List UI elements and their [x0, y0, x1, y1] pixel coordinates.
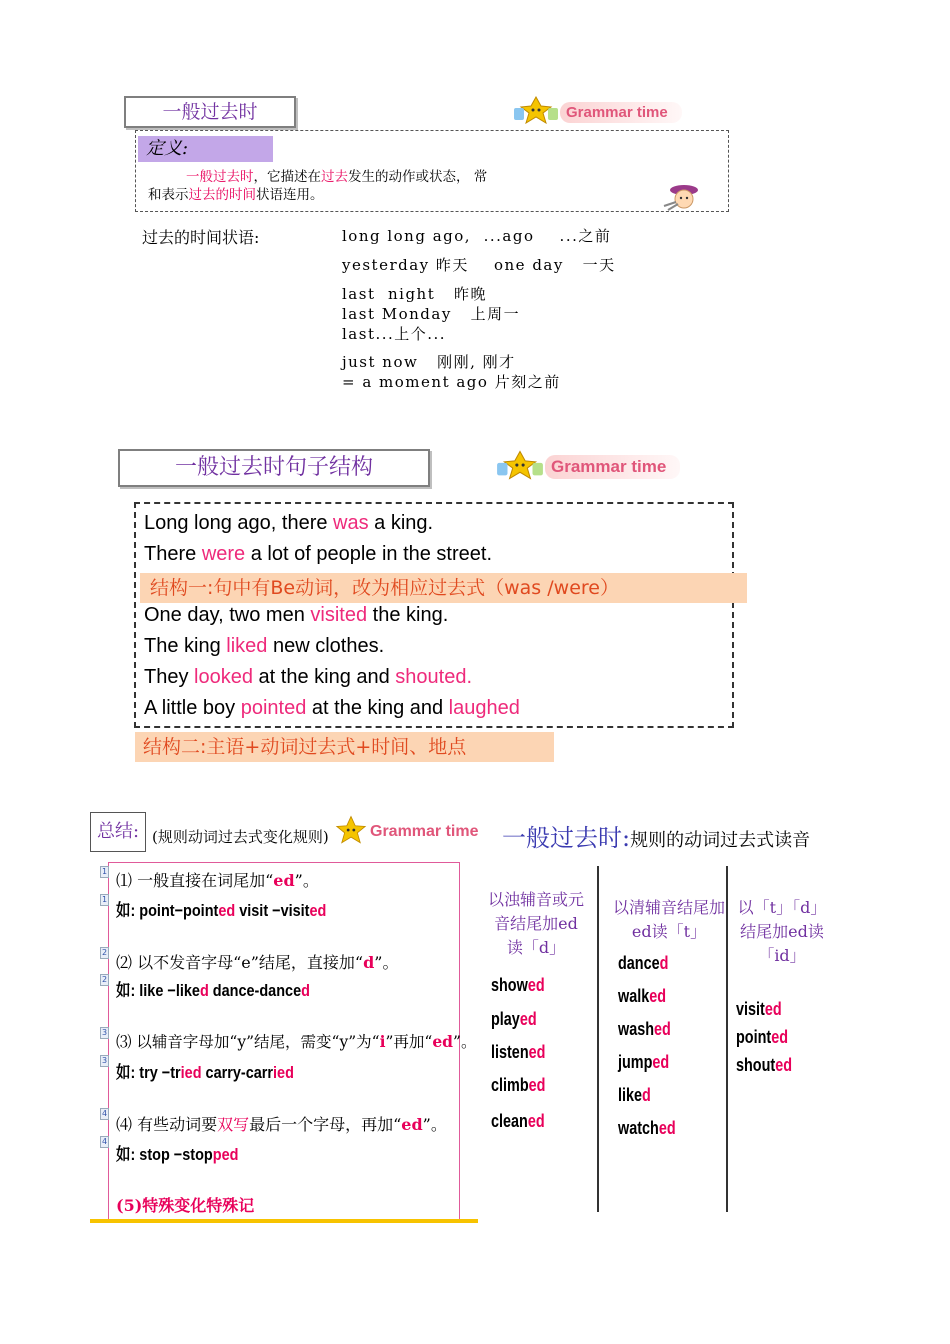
- time-row-4: last Monday 上周一: [342, 305, 521, 323]
- verb-watched: watched: [618, 1118, 676, 1138]
- verb-were: were: [201, 543, 246, 565]
- section2-title: [118, 449, 430, 487]
- section1-title: [124, 96, 296, 128]
- def-term: 一般过去时: [186, 169, 254, 185]
- summary-sub-text: (规则动词过去式变化规则): [152, 828, 329, 846]
- verb-shouted: shouted.: [395, 666, 473, 688]
- rule-number-1: 1: [101, 867, 108, 876]
- rule-2-text: ⑵ 以不发音字母“e”结尾，直接加“d”。: [116, 953, 399, 972]
- rule-number-3: 3: [101, 1028, 108, 1037]
- def-text-c: 和表示: [148, 187, 189, 203]
- star-mascot-icon: [512, 96, 560, 128]
- time-row-6: just now 刚刚, 刚才: [342, 353, 516, 371]
- time-row-7: = a moment ago 片刻之前: [342, 373, 561, 391]
- time-row-1: long long ago, ...ago ...之前: [342, 227, 612, 245]
- grammar-time-text: Grammar time: [560, 102, 682, 123]
- sentence-6: A little boy pointed at the king and laughed: [144, 697, 520, 719]
- verb-was: was: [333, 512, 369, 534]
- section1-title-text: 一般过去时: [162, 101, 258, 123]
- sentence-2: There were a lot of people in the street.: [144, 543, 492, 565]
- summary-subtitle: [152, 826, 329, 847]
- time-row-5: last...上个...: [342, 325, 447, 343]
- verb-jumped: jumped: [618, 1052, 670, 1072]
- grammar-time-text: Grammar time: [370, 823, 479, 840]
- structure-2-highlight: [135, 732, 554, 762]
- verb-liked: liked: [226, 635, 268, 657]
- rules-box-underline: [90, 1219, 478, 1223]
- section2-title-text: 一般过去时句子结构: [174, 455, 373, 480]
- rule-2-example: 如: like −liked dance-danced: [116, 981, 310, 1000]
- rule-4-text: ⑷ 有些动词要双写最后一个字母，再加“ed”。: [116, 1115, 447, 1134]
- column-divider-1: [597, 866, 599, 1212]
- verb-liked-pron: liked: [618, 1085, 651, 1105]
- rule-number-2: 2: [101, 948, 108, 957]
- rule-3-example: 如: try −tried carry-carried: [116, 1063, 294, 1082]
- star-mascot-icon: [495, 450, 545, 484]
- time-row-2: yesterday 昨天 one day 一天: [342, 256, 616, 274]
- structure-2-text: 结构二:主语+动词过去式+时间、地点: [143, 736, 467, 758]
- structure-1-text: 结构一:句中有Be动词，改为相应过去式（was /were）: [150, 577, 619, 599]
- rule-number-4: 4: [101, 1109, 108, 1118]
- def-past: 过去: [321, 169, 348, 185]
- summary-label: [90, 812, 146, 852]
- rule-1-text: ⑴ 一般直接在词尾加“ed”。: [116, 871, 319, 890]
- verb-visited-pron: visited: [736, 999, 782, 1019]
- rule-number-2b: 2: [101, 975, 108, 984]
- rule-1-example: 如: point−pointed visit −visited: [116, 901, 327, 920]
- grammar-time-text: Grammar time: [545, 455, 680, 479]
- rule-number-1b: 1: [101, 895, 108, 904]
- verb-cleaned: cleaned: [491, 1111, 545, 1131]
- def-text-b: 发生的动作或状态， 常: [348, 169, 488, 185]
- verb-listened: listened: [491, 1042, 546, 1062]
- pron-title-text: 一般过去时:: [502, 824, 631, 852]
- verb-played: played: [491, 1009, 537, 1029]
- rule-number-4b: 4: [101, 1137, 108, 1146]
- grammar-time-badge-3: [334, 814, 481, 850]
- grammar-time-badge-2: [495, 450, 680, 484]
- sentence-4: The king liked new clothes.: [144, 635, 385, 657]
- time-adverbial-label: [142, 225, 259, 248]
- verb-visited: visited: [310, 604, 368, 626]
- col1-header: 以浊辅音或元 音结尾加ed 读「d」: [488, 890, 585, 957]
- verb-danced: danced: [618, 953, 669, 973]
- def-text-a: ，它描述在: [253, 169, 321, 185]
- verb-pointed-pron: pointed: [736, 1027, 788, 1047]
- col3-header: 以「t」「d」 结尾加ed读 「id」: [737, 898, 827, 965]
- sentence-3: One day, two men visited the king.: [144, 604, 449, 626]
- verb-laughed: laughed: [448, 697, 520, 719]
- star-mascot-icon: [334, 814, 368, 850]
- pronunciation-title: [502, 818, 810, 853]
- verb-washed: washed: [618, 1019, 671, 1039]
- col2-header: 以清辅音结尾加 ed读「t」: [612, 898, 725, 941]
- definition-label-text: 定义:: [146, 138, 189, 159]
- grammar-time-badge-1: [512, 96, 682, 128]
- rule-3-text: ⑶ 以辅音字母加“y”结尾，需变“y”为“i”再加“ed”。: [116, 1032, 477, 1051]
- rule-number-3b: 3: [101, 1056, 108, 1065]
- definition-label: [138, 136, 273, 162]
- structure-1-highlight: [140, 573, 747, 603]
- time-row-3: last night 昨晚: [342, 285, 488, 303]
- def-text-d: 状语连用。: [256, 187, 324, 203]
- girl-mascot-icon: [660, 182, 706, 216]
- rule-5-text: (5)特殊变化特殊记: [116, 1196, 255, 1215]
- definition-line-2: [148, 183, 324, 203]
- def-past-time: 过去的时间: [188, 187, 256, 203]
- verb-climbed: climbed: [491, 1075, 546, 1095]
- summary-label-text: 总结:: [96, 821, 140, 842]
- verb-walked: walked: [618, 986, 667, 1006]
- verb-looked: looked: [194, 666, 253, 688]
- verb-pointed: pointed: [240, 697, 307, 719]
- verb-shouted-pron: shouted: [736, 1055, 793, 1075]
- definition-line-1: [186, 165, 487, 185]
- pron-subtitle-text: 规则的动词过去式读音: [630, 830, 811, 851]
- verb-showed: showed: [491, 975, 545, 995]
- time-label-text: 过去的时间状语:: [142, 228, 260, 247]
- sentence-1: Long long ago, there was a king.: [144, 512, 434, 534]
- rule-4-example: 如: stop −stopped: [116, 1145, 239, 1164]
- sentence-5: They looked at the king and shouted.: [144, 666, 473, 688]
